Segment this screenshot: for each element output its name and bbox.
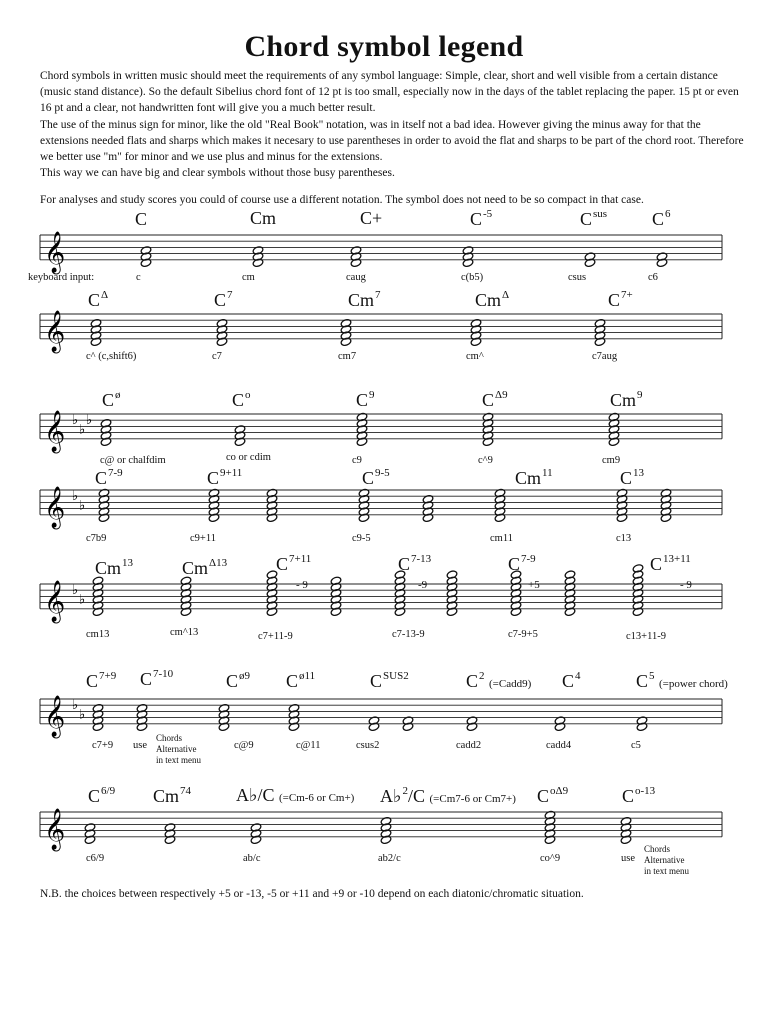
treble-clef-icon: 𝄞 xyxy=(44,310,66,352)
keyboard-input: c7 xyxy=(212,351,222,362)
staff-system-7 xyxy=(0,780,768,880)
keyboard-input: co or cdim xyxy=(226,452,271,463)
chord-symbol: $C^{7-9}$ xyxy=(95,467,123,488)
chord-symbol: Cm$^{13}$ xyxy=(95,557,134,578)
staff-system-4 xyxy=(0,466,768,546)
chord-symbol: A♭/C (=Cm-6 or Cm+) xyxy=(236,785,355,805)
chord-symbol: $C^{o-13}$ xyxy=(622,785,656,806)
chord-symbol: Cm$^7$ xyxy=(348,289,381,310)
keyboard-input: c7aug xyxy=(592,351,618,362)
chord-symbol: $C^{ø9}$ xyxy=(226,670,251,691)
chord-symbol: $C^{ø11}$ xyxy=(286,670,316,691)
staff-system-3 xyxy=(0,388,768,468)
key-flat-icon: ♭ xyxy=(79,422,86,438)
chord-symbol: $C^o$ xyxy=(232,389,251,410)
key-flat-icon: ♭ xyxy=(72,698,79,714)
keyboard-input: caug xyxy=(346,272,366,283)
keyboard-input: ab2/c xyxy=(378,853,401,864)
keyboard-input: c6/9 xyxy=(86,853,105,864)
chord-symbol: $C^{13+11}$ - 9 xyxy=(650,553,692,591)
keyboard-input: cm9 xyxy=(602,455,621,466)
chord-symbol: Cm$^{11}$ xyxy=(515,467,553,488)
chord-symbol: Cm$^9$ xyxy=(610,389,643,410)
keyboard-input: cm xyxy=(242,272,255,283)
chord-symbol: $C^{13}$ xyxy=(620,467,645,488)
treble-clef-icon: 𝄞 xyxy=(44,695,66,737)
keyboard-input: c xyxy=(136,272,141,283)
chord-symbol: $C^{7-13}$ -9 xyxy=(398,553,432,591)
keyboard-input: c9-5 xyxy=(352,533,371,544)
keyboard-input: c5 xyxy=(631,740,641,751)
keyboard-input: c@ or chalfdim xyxy=(100,455,166,466)
keyboard-input: c7+9 xyxy=(92,740,114,751)
keyboard-input: ab/c xyxy=(243,853,261,864)
chord-symbol: $C^2$ (=Cadd9) xyxy=(466,670,532,691)
chord-symbol: $C^{o\Delta 9}$ xyxy=(537,785,569,806)
intro-text xyxy=(40,68,752,181)
keyboard-input: cm^13 xyxy=(170,627,199,638)
key-flat-icon: ♭ xyxy=(72,583,79,599)
key-flat-icon: ♭ xyxy=(72,413,79,429)
staff-system-6 xyxy=(0,667,768,777)
keyboard-input: c13 xyxy=(616,533,632,544)
chord-symbol: $C^{-5}$ xyxy=(470,208,493,229)
keyboard-input: c9 xyxy=(352,455,362,466)
treble-clef-icon: 𝄞 xyxy=(44,231,66,273)
intro-paragraph-1: Chord symbols in written music should meet the requirements of any symbol language: Simple, clear, short and well visible from a certain distance (music stand distance). So the default Sibelius chord font of 12 pt is too small, especially now in the days of the tablet replacing the paper. 15 pt or even 16 pt and a clear, not handwritten font will give you a much better result. xyxy=(40,70,739,115)
chord-symbol: $C^{7-9}$ +5 xyxy=(508,553,540,591)
chord-symbol: C xyxy=(135,209,148,229)
keyboard-input: cm11 xyxy=(490,533,513,544)
keyboard-input: co^9 xyxy=(540,853,561,864)
keyboard-input: c7-13-9 xyxy=(392,629,425,640)
chord-symbol: $C^{9-5}$ xyxy=(362,467,390,488)
treble-clef-icon: 𝄞 xyxy=(44,580,66,622)
staff-system-5 xyxy=(0,552,768,652)
chord-symbol: $C^5$ (=power chord) xyxy=(636,670,728,691)
chord-symbol: $C^{9+11}$ xyxy=(207,467,243,488)
footer-note: N.B. the choices between respectively +5 or -13, -5 or +11 and +9 or -10 depend on each diatonic/chromatic situation. xyxy=(40,888,584,900)
chord-symbol: $C^6$ xyxy=(652,208,671,229)
chord-symbol: C+ xyxy=(360,208,383,228)
staff-system-2 xyxy=(0,288,768,368)
keyboard-input: c@11 xyxy=(296,740,321,751)
keyboard-input: use xyxy=(133,740,147,751)
chord-symbol: $C^{6/9}$ xyxy=(88,785,116,806)
chord-symbol: $C^{SUS2}$ xyxy=(370,670,409,691)
chord-symbol: $C^9$ xyxy=(356,389,375,410)
keyboard-input: c^9 xyxy=(478,455,493,466)
chord-symbol: $C^ø$ xyxy=(102,389,121,410)
treble-clef-icon: 𝄞 xyxy=(44,486,66,528)
chord-symbol: $C^{7-10}$ xyxy=(140,668,174,689)
keyboard-input: c13+11-9 xyxy=(626,631,666,642)
key-flat-icon: ♭ xyxy=(72,489,79,505)
chord-symbol: $C^\Delta$ xyxy=(88,289,109,310)
keyboard-input: cm^ xyxy=(466,351,484,362)
keyboard-input: c6 xyxy=(648,272,658,283)
chord-symbol: Cm xyxy=(250,208,277,228)
keyboard-input: c7+11-9 xyxy=(258,631,293,642)
alternative-note: Chords Alternative in text menu xyxy=(644,844,689,876)
treble-clef-icon: 𝄞 xyxy=(44,808,66,850)
chord-symbol: $C^{7+9}$ xyxy=(86,670,117,691)
keyboard-input: c9+11 xyxy=(190,533,216,544)
key-flat-icon: ♭ xyxy=(79,498,86,514)
keyboard-input: csus2 xyxy=(356,740,380,751)
alternative-note: Chords Alternative in text menu xyxy=(156,733,201,765)
page-title: Chord symbol legend xyxy=(244,30,524,63)
chord-symbol: $Cm^\Delta$ xyxy=(475,289,510,310)
keyboard-input: c7-9+5 xyxy=(508,629,538,640)
keyboard-input: cadd2 xyxy=(456,740,482,751)
chord-symbol: $Cm^{\Delta 13}$ xyxy=(182,557,228,578)
keyboard-input: c7b9 xyxy=(86,533,107,544)
keyboard-input: cm13 xyxy=(86,629,110,640)
keyboard-input: use xyxy=(621,853,635,864)
intro-note: For analyses and study scores you could of course use a different notation. The symbol does not need to be so compact in that case. xyxy=(40,194,644,206)
key-flat-icon: ♭ xyxy=(79,592,86,608)
keyboard-input: cadd4 xyxy=(546,740,572,751)
keyboard-input: cm7 xyxy=(338,351,357,362)
chord-symbol: $C^{sus}$ xyxy=(580,208,608,229)
chord-symbol: $C^7$ xyxy=(214,289,233,310)
intro-paragraph-3: This way we can have big and clear symbols without those busy parentheses. xyxy=(40,167,395,180)
chord-symbol: Cm$^{74}$ xyxy=(153,785,192,806)
keyboard-input: csus xyxy=(568,272,587,283)
chord-symbol: $C^{\Delta 9}$ xyxy=(482,389,508,410)
staff-system-1 xyxy=(0,205,768,290)
treble-clef-icon: 𝄞 xyxy=(44,410,66,452)
keyboard-input: c^ (c,shift6) xyxy=(86,351,137,362)
chord-symbol: $C^{7+11}$ - 9 xyxy=(276,553,312,591)
chord-symbol: A♭$^2$/C (=Cm7-6 or Cm7+) xyxy=(380,785,516,806)
keyboard-input-label: keyboard input: xyxy=(28,272,95,283)
chord-symbol: $C^4$ xyxy=(562,670,581,691)
keyboard-input: c(b5) xyxy=(461,272,484,283)
chord-symbol: $C^{7+}$ xyxy=(608,289,633,310)
key-flat-icon: ♭ xyxy=(86,413,93,429)
intro-paragraph-2: The use of the minus sign for minor, like the old "Real Book" notation, was in itself not a bad idea. However giving the minus away for that the extensions needed flats and sharps which makes it necesary to use parentheses in order to avoid the flat and sharps to be part of the chord root. Therefore we better use "m" for minor and we use plus and minus for the extensions. xyxy=(40,118,744,164)
keyboard-input: c@9 xyxy=(234,740,254,751)
key-flat-icon: ♭ xyxy=(79,707,86,723)
